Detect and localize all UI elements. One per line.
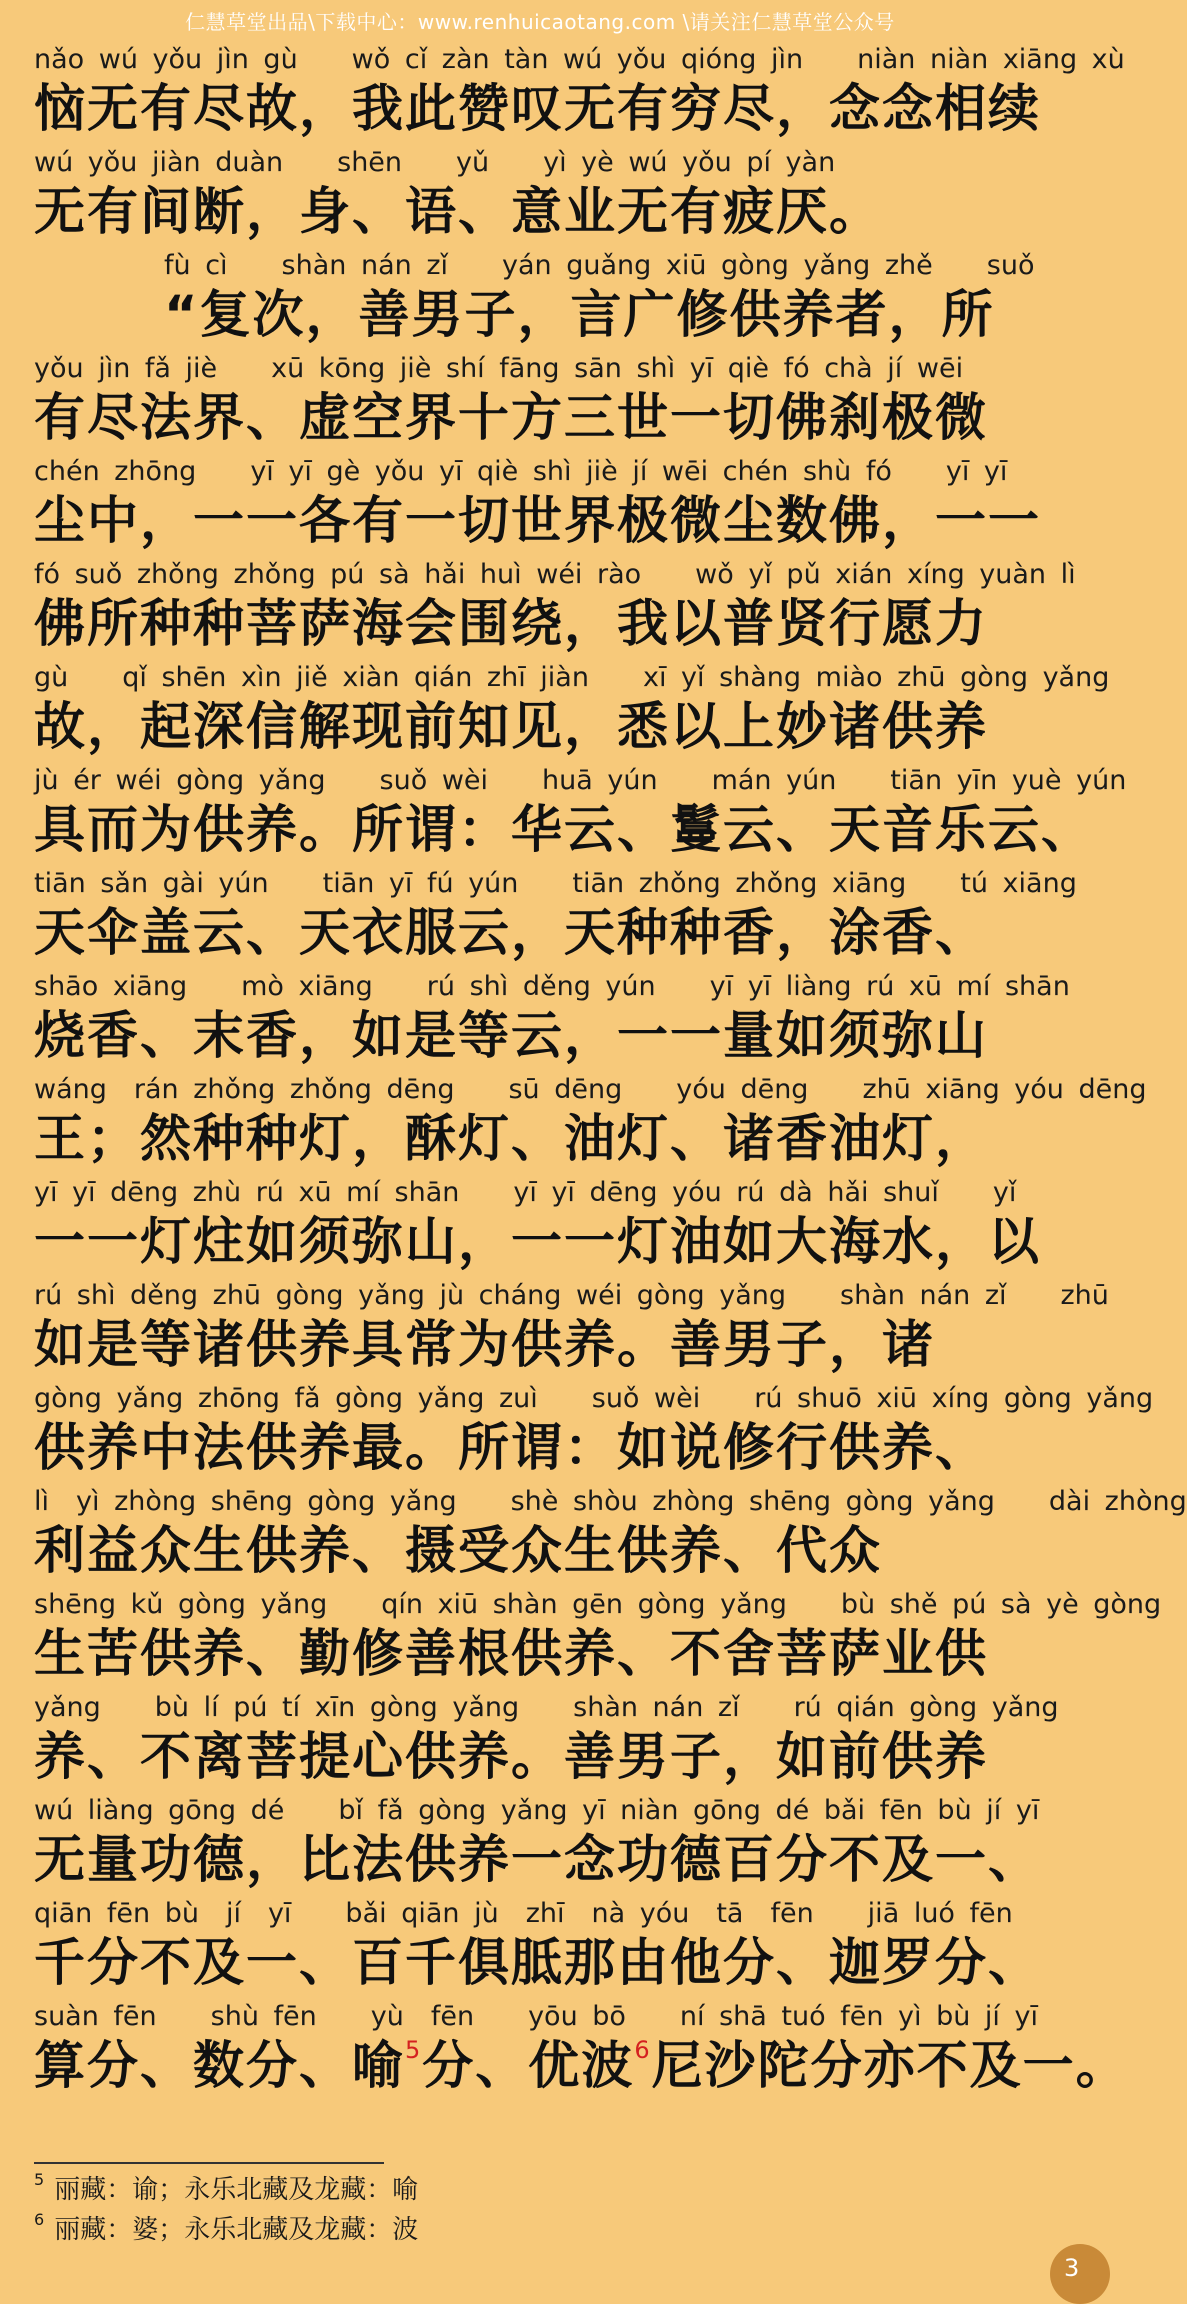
- footnote-number: 5: [34, 2170, 45, 2189]
- text-line: [34, 1690, 1059, 1793]
- hanzi-line: 无有间断，身、语、意业无有疲厌。: [34, 183, 883, 242]
- pinyin-line: jù ér wéi gòng yǎng suǒ wèi huā yún mán yún tiān yīn yuè yún: [34, 765, 1127, 796]
- text-line: [34, 1484, 1187, 1587]
- pinyin-line: shāo xiāng mò xiāng rú shì děng yún yī yī liàng rú xū mí shān: [34, 971, 1070, 1002]
- page-number-badge: [1050, 2244, 1110, 2304]
- text-line: [34, 969, 1070, 1072]
- text-line: [34, 557, 1076, 660]
- hanzi-line: 恼无有尽故，我此赞叹无有穷尽，念念相续: [34, 80, 1042, 139]
- footnote-text: 丽藏：谕；永乐北藏及龙藏：喻: [54, 2175, 419, 2205]
- pinyin-line: suàn fēn shù fēn yù fēn yōu bō ní shā tuó fēn yì bù jí yī: [34, 2001, 1038, 2032]
- hanzi-line: 王；然种种灯，酥灯、油灯、诸香油灯，: [34, 1110, 989, 1169]
- footnote-marker: 6: [634, 2036, 652, 2064]
- pinyin-line: yǎng bù lí pú tí xīn gòng yǎng shàn nán zǐ rú qián gòng yǎng: [34, 1692, 1059, 1723]
- hanzi-line: “复次，善男子，言广修供养者，所: [164, 286, 995, 345]
- pinyin-line: gòng yǎng zhōng fǎ gòng yǎng zuì suǒ wèi rú shuō xiū xíng gòng yǎng: [34, 1383, 1154, 1414]
- hanzi-line: 有尽法界、虚空界十方三世一切佛刹极微: [34, 389, 989, 448]
- pinyin-line: nǎo wú yǒu jìn gù wǒ cǐ zàn tàn wú yǒu qióng jìn niàn niàn xiāng xù: [34, 44, 1125, 75]
- pinyin-line: wáng rán zhǒng zhǒng dēng sū dēng yóu dēng zhū xiāng yóu dēng: [34, 1074, 1147, 1105]
- hanzi-line: 尘中，一一各有一切世界极微尘数佛，一一: [34, 492, 1042, 551]
- footnote-divider: [34, 2162, 384, 2164]
- footnotes: [34, 2170, 934, 2250]
- text-line: [34, 454, 1046, 557]
- hanzi-line: 养、不离菩提心供养。善男子，如前供养: [34, 1728, 989, 1787]
- pinyin-line: fù cì shàn nán zǐ yán guǎng xiū gòng yǎng zhě suǒ: [164, 250, 1035, 281]
- hanzi-line: 如是等诸供养具常为供养。善男子，诸: [34, 1316, 936, 1375]
- hanzi-line: 佛所种种菩萨海会围绕，我以普贤行愿力: [34, 595, 989, 654]
- pinyin-line: rú shì děng zhū gòng yǎng jù cháng wéi gòng yǎng shàn nán zǐ zhū: [34, 1280, 1109, 1311]
- text-line: [34, 1072, 1147, 1175]
- text-line: [34, 866, 1077, 969]
- footnote-marker: 5: [405, 2036, 423, 2064]
- hanzi-line: 烧香、末香，如是等云，一一量如须弥山: [34, 1007, 989, 1066]
- pinyin-line: wú liàng gōng dé bǐ fǎ gòng yǎng yī niàn gōng dé bǎi fēn bù jí yī: [34, 1795, 1040, 1826]
- hanzi-segment: 分、优波: [422, 2037, 635, 2096]
- pinyin-line: wú yǒu jiàn duàn shēn yǔ yì yè wú yǒu pí yàn: [34, 147, 836, 178]
- hanzi-line: 利益众生供养、摄受众生供养、代众: [34, 1522, 883, 1581]
- hanzi-line: 千分不及一、百千俱胝那由他分、迦罗分、: [34, 1934, 1042, 1993]
- pinyin-line: lì yì zhòng shēng gòng yǎng shè shòu zhòng shēng gòng yǎng dài zhòng: [34, 1486, 1187, 1517]
- page-number: 3: [1064, 2254, 1080, 2282]
- text-body: [34, 42, 1187, 2102]
- hanzi-line: 天伞盖云、天衣服云，天种种香，涂香、: [34, 904, 989, 963]
- hanzi-line: 供养中法供养最。所谓：如说修行供养、: [34, 1419, 989, 1478]
- text-line: [34, 1896, 1046, 1999]
- pinyin-line: qiān fēn bù jí yī bǎi qiān jù zhī nà yóu tā fēn jiā luó fēn: [34, 1898, 1013, 1929]
- pinyin-line: yī yī dēng zhù rú xū mí shān yī yī dēng yóu rú dà hǎi shuǐ yǐ: [34, 1177, 1017, 1208]
- footnote-number: 6: [34, 2210, 45, 2229]
- hanzi-segment: 算分、数分、喻: [34, 2037, 406, 2096]
- text-line: [34, 1793, 1046, 1896]
- pinyin-line: fó suǒ zhǒng zhǒng pú sà hǎi huì wéi rào wǒ yǐ pǔ xián xíng yuàn lì: [34, 559, 1076, 590]
- text-line: [34, 248, 1046, 351]
- pinyin-line: gù qǐ shēn xìn jiě xiàn qián zhī jiàn xī yǐ shàng miào zhū gòng yǎng: [34, 662, 1110, 693]
- hanzi-line: 无量功德，比法供养一念功德百分不及一、: [34, 1831, 1042, 1890]
- text-line: [34, 1381, 1154, 1484]
- text-line: [34, 1278, 1109, 1381]
- text-line: [34, 1175, 1046, 1278]
- text-line: [34, 660, 1110, 763]
- pinyin-line: shēng kǔ gòng yǎng qín xiū shàn gēn gòng yǎng bù shě pú sà yè gòng: [34, 1589, 1162, 1620]
- pinyin-line: chén zhōng yī yī gè yǒu yī qiè shì jiè jí wēi chén shù fó yī yī: [34, 456, 1008, 487]
- page-header: 仁慧草堂出品\下载中心：www.renhuicaotang.com \请关注仁慧草堂公众号: [185, 10, 895, 34]
- text-line: [34, 145, 1046, 248]
- footnote: [34, 2210, 934, 2250]
- pinyin-line: yǒu jìn fǎ jiè xū kōng jiè shí fāng sān shì yī qiè fó chà jí wēi: [34, 353, 964, 384]
- footnote-text: 丽藏：婆；永乐北藏及龙藏：波: [54, 2215, 419, 2245]
- hanzi-segment: 尼沙陀分亦不及一。: [651, 2037, 1129, 2096]
- text-line: [34, 42, 1125, 145]
- text-line: [34, 1999, 1129, 2102]
- hanzi-line: [34, 2035, 1129, 2099]
- footnote: [34, 2170, 934, 2210]
- text-line: [34, 351, 1046, 454]
- hanzi-line: 故，起深信解现前知见，悉以上妙诸供养: [34, 698, 989, 757]
- hanzi-line: 一一灯炷如须弥山，一一灯油如大海水，以: [34, 1213, 1042, 1272]
- text-line: [34, 763, 1127, 866]
- hanzi-line: 具而为供养。所谓：华云、鬘云、天音乐云、: [34, 801, 1095, 860]
- text-line: [34, 1587, 1162, 1690]
- pinyin-line: tiān sǎn gài yún tiān yī fú yún tiān zhǒng zhǒng xiāng tú xiāng: [34, 868, 1077, 899]
- hanzi-line: 生苦供养、勤修善根供养、不舍菩萨业供: [34, 1625, 989, 1684]
